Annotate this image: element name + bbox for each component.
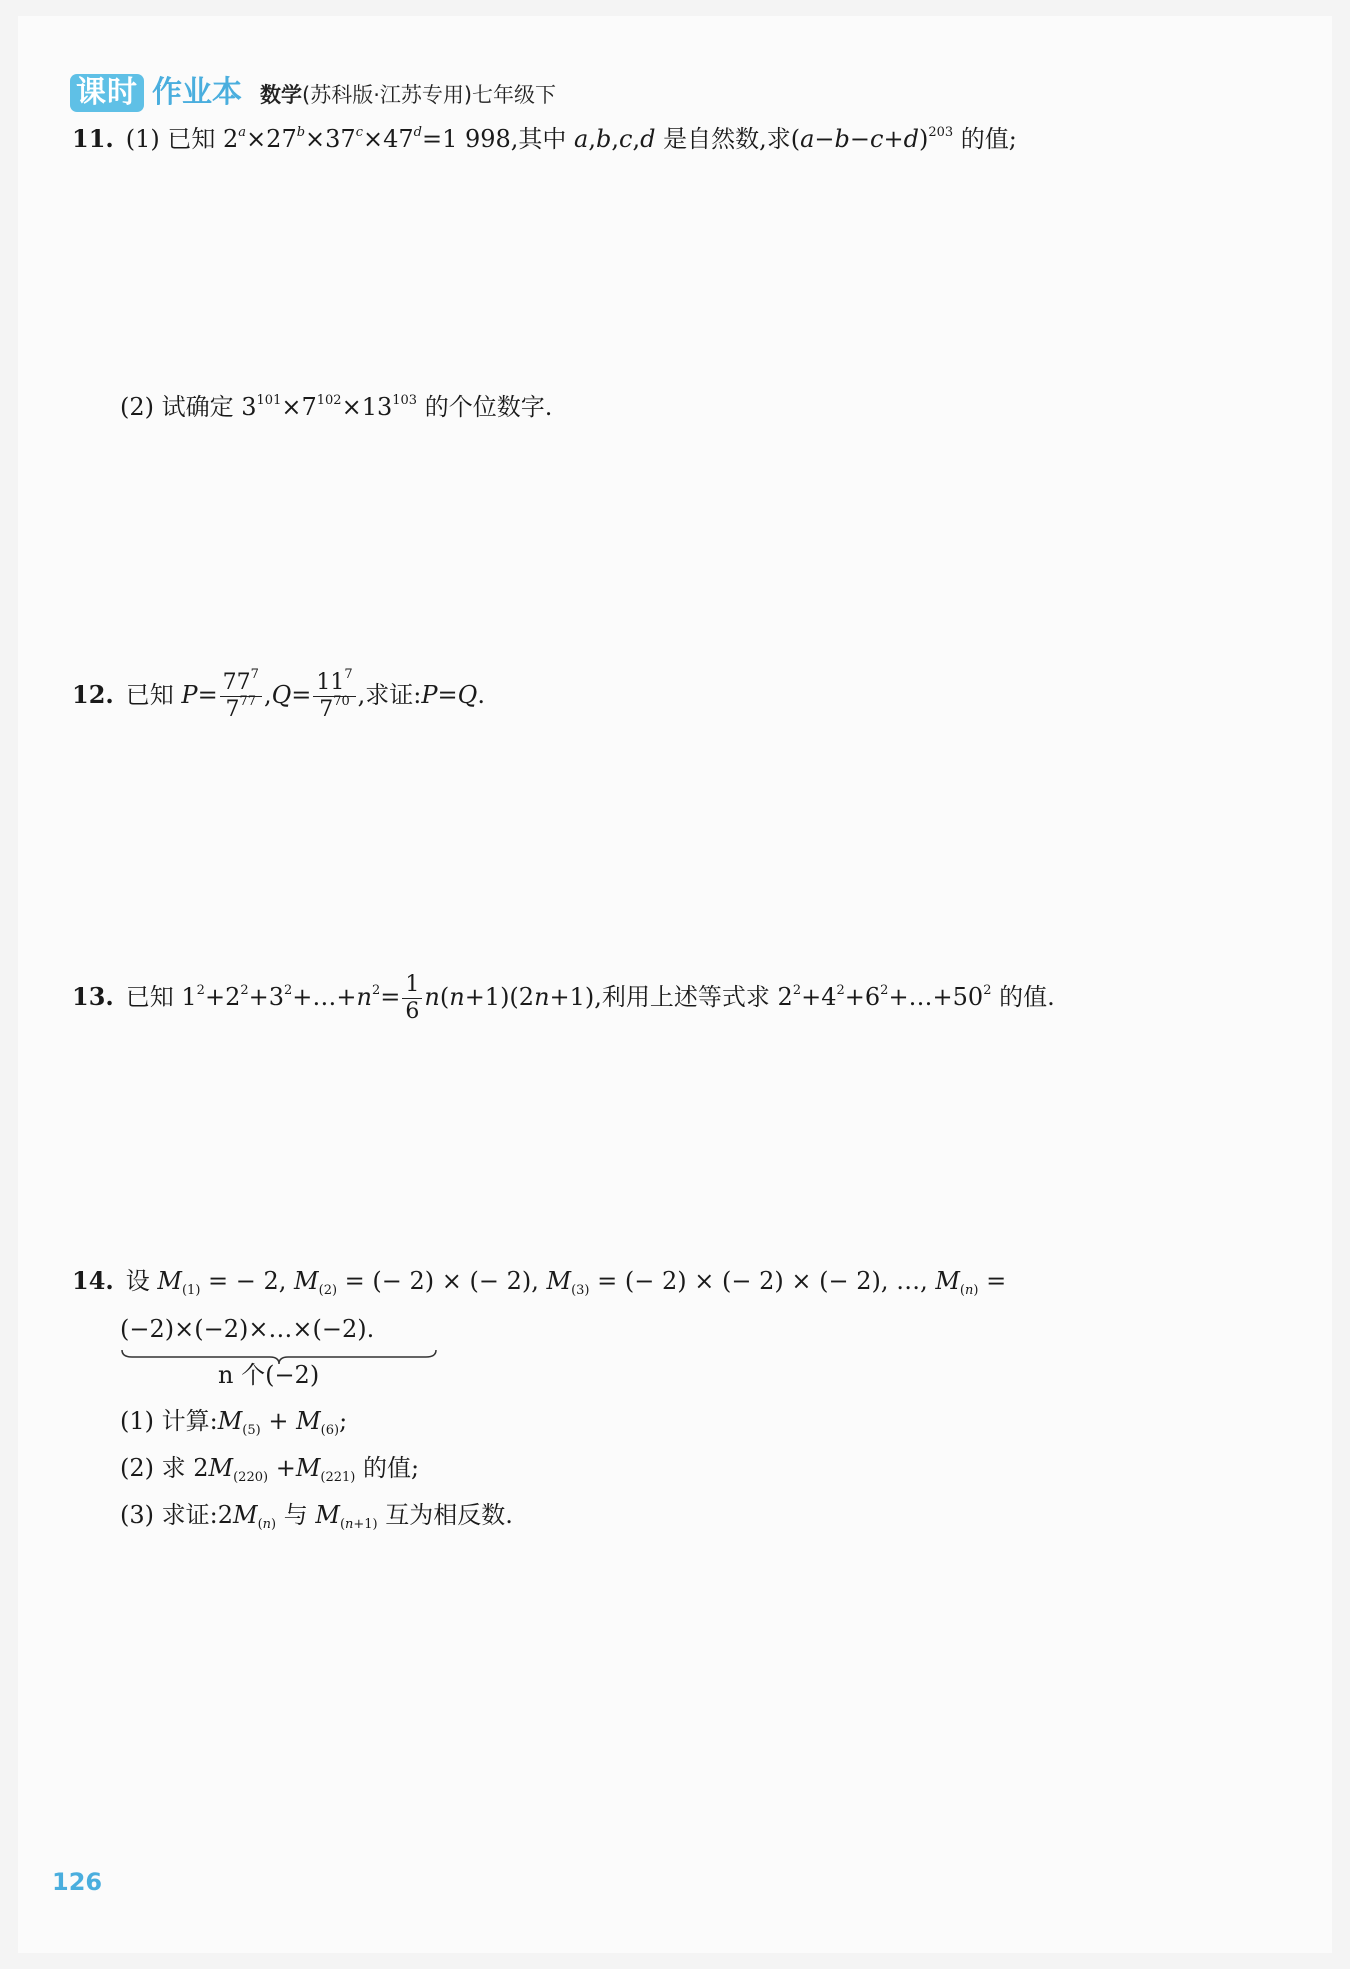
part-label: (1) 已知 <box>125 125 216 153</box>
question-14-part3: (3) 求证$:2M_{(n)}$ 与 $M_{(n+1)}$ 互为相反数. <box>120 1501 513 1532</box>
logo-text: 作业本 <box>152 75 242 110</box>
subject-title: 数学(苏科版·江苏专用)七年级下 <box>260 83 557 107</box>
question-number: 13. <box>72 982 114 1011</box>
page-header <box>70 68 556 112</box>
question-14-part1: (1) 计算$:M_{(5)} + M_{(6)}$; <box>120 1407 348 1438</box>
fraction-one-sixth: $\frac{1}{6}$ <box>402 972 422 1025</box>
question-14-part2: (2) 求 $2M_{(220)} +M_{(221)}$ 的值; <box>120 1454 420 1485</box>
brace-label: n 个(−2) <box>218 1361 320 1389</box>
question-number: 14. <box>72 1266 114 1295</box>
question-14-intro: 14. 设 $M_{(1)}$ = − 2, $M_{(2)}$ = (− 2) × (− 2), $M_{(3)}$ = (− 2) × (− 2) × (− 2), …, $M_{(n)}$ = <box>72 1266 1007 1298</box>
question-number: 11. <box>72 124 114 153</box>
question-number: 12. <box>72 680 114 709</box>
page-number: 126 <box>52 1868 103 1896</box>
question-11-part2: (2) 试确定 $3^{101}\times 7^{102}\times 13^{103}$ 的个位数字. <box>120 393 553 421</box>
question-11-part1: 11. (1) 已知 $2^a\times 27^b\times 37^c\times 47^d=1$ 998,其中 a,b,c,d 是自然数,求$(a-b-c+d)^{203}$ 的值; <box>72 124 1017 153</box>
logo-badge: 课时 <box>70 74 144 112</box>
question-14-product: (−2)×(−2)×…×(−2). <box>120 1315 375 1343</box>
question-12: 12. 已知 P= $\frac{77^7}{7^{77}}$ ,Q= $\frac{11^7}{7^{70}}$ ,求证:P=Q. <box>72 667 485 722</box>
fraction-p: $\frac{77^7}{7^{77}}$ <box>220 670 262 723</box>
question-13: 13. 已知 $1^2+2^2+3^2+\dots+n^2=$ $\frac{1}{6}$ n(n+1)(2n+1),利用上述等式求 $2^2+4^2+6^2+\dots+50^2$ 的值. <box>72 972 1055 1024</box>
part-label: (2) 试确定 <box>120 393 234 421</box>
fraction-q: $\frac{11^7}{7^{70}}$ <box>313 670 355 723</box>
